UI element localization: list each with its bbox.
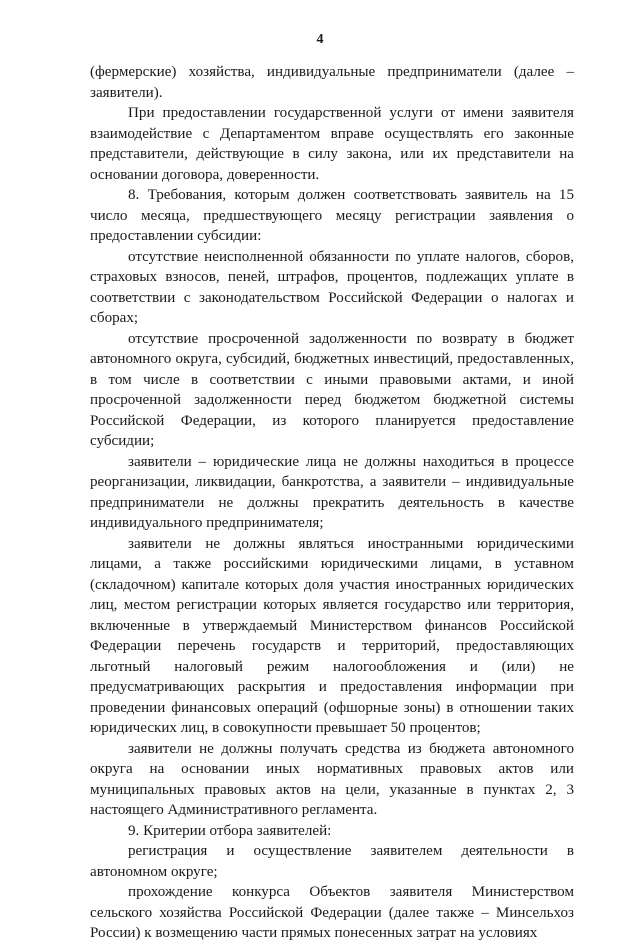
paragraph-requirements-heading: 8. Требования, которым должен соответствовать заявитель на 15 число месяца, предшествующего месяцу регистрации заявления о предоставлении субсидии:	[90, 187, 574, 244]
paragraph-no-other-funding: заявители не должны получать средства из бюджета автономного округа на основании иных нормативных правовых актов или муниципальных правовых актов на цели, указанные в пунктах 2, 3 настоящего Административного регламента.	[90, 740, 574, 818]
document-body	[90, 62, 574, 944]
paragraph-representatives: При предоставлении государственной услуги от имени заявителя взаимодействие с Департаментом вправе осуществлять его законные представители, действующие в силу закона, или их представители на основании договора, доверенности.	[90, 105, 574, 183]
paragraph-competition-criterion: прохождение конкурса Объектов заявителя Министерством сельского хозяйства Российской Федерации (далее также – Минсельхоз России) к возмещению части прямых понесенных затрат на условиях	[90, 884, 574, 941]
paragraph-no-tax-debt: отсутствие неисполненной обязанности по уплате налогов, сборов, страховых взносов, пеней, штрафов, процентов, подлежащих уплате в соответствии с законодательством Российской Федерации о налогах и сборах;	[90, 248, 574, 326]
paragraph-no-reorganization: заявители – юридические лица не должны находиться в процессе реорганизации, ликвидации, банкротства, а заявители – индивидуальные предприниматели не должны прекратить деятельность в качестве индивидуального предпринимателя;	[90, 453, 574, 531]
paragraph-no-overdue-debt: отсутствие просроченной задолженности по возврату в бюджет автономного округа, субсидий, бюджетных инвестиций, предоставленных, в том числе в соответствии с иными правовыми актами, и иной просроченной задолженности перед бюджетом бюджетной системы Российской Федерации, из которого планируется предоставление субсидии;	[90, 330, 574, 449]
paragraph-not-foreign-entity: заявители не должны являться иностранными юридическими лицами, а также российскими юридическими лицами, в уставном (складочном) капитале которых доля участия иностранных юридических лиц, местом регистрации которых является государство или территория, включенные в утверждаемый Министерством финансов Российской Федерации перечень государств и территорий, предоставляющих льготный налоговый режим налогообложения и (или) не предусматривающих раскрытия и предоставления информации при проведении финансовых операций (офшорные зоны) в отношении таких юридических лиц, в совокупности превышает 50 процентов;	[90, 535, 574, 736]
paragraph-registration-criterion: регистрация и осуществление заявителем деятельности в автономном округе;	[90, 843, 574, 880]
paragraph-selection-criteria-heading: 9. Критерии отбора заявителей:	[128, 822, 332, 839]
paragraph-applicant-types: (фермерские) хозяйства, индивидуальные предприниматели (далее – заявители).	[90, 64, 574, 101]
page-number: 4	[316, 32, 324, 47]
